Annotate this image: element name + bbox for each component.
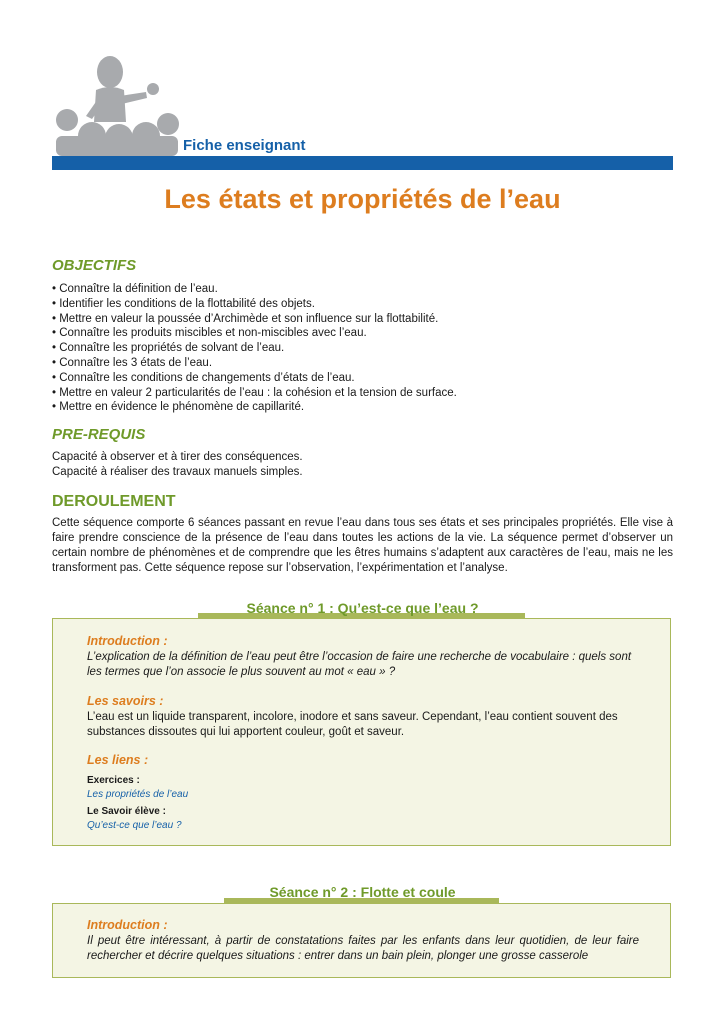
objectifs-heading: OBJECTIFS xyxy=(52,257,137,274)
deroulement-heading: DEROULEMENT xyxy=(52,493,176,510)
header-bar xyxy=(52,156,673,170)
savoir-eleve-label: Le Savoir élève : xyxy=(87,806,166,817)
list-item: • Mettre en valeur la poussée d’Archimède et son influence sur la flottabilité. xyxy=(52,312,439,325)
seance-2-box xyxy=(52,903,671,978)
list-item: • Connaître les produits miscibles et non-miscibles avec l’eau. xyxy=(52,327,367,340)
document-type-label: Fiche enseignant xyxy=(183,137,306,154)
liens-heading: Les liens : xyxy=(87,753,149,767)
list-item: • Connaître la définition de l’eau. xyxy=(52,283,218,295)
teacher-with-students-icon xyxy=(52,52,182,156)
deroulement-text: Cette séquence comporte 6 séances passant en revue l’eau dans tous ses états et ses principales propriétés. Elle vise à faire prendre conscience de la présence de l’eau dans toutes les actions de la vie. La séquence permet d’observer un certain nombre de phénomènes et de comprendre que les êtres humains s’adaptent aux caractères de l’eau, mais ne les transforment pas. Cette séquence repose sur l’observation, l’expérimentation et l’analyse. xyxy=(52,517,673,574)
seance-2-title: Séance n° 2 : Flotte et coule xyxy=(269,884,456,900)
prerequis-heading: PRE-REQUIS xyxy=(52,426,146,443)
prerequis-line: Capacité à observer et à tirer des conséquences. xyxy=(52,451,303,463)
list-item: • Mettre en évidence le phénomène de capillarité. xyxy=(52,401,305,414)
list-item: • Identifier les conditions de la flottabilité des objets. xyxy=(52,297,315,310)
page-title: Les états et propriétés de l’eau xyxy=(164,184,561,214)
savoir-eleve-link[interactable]: Qu’est-ce que l’eau ? xyxy=(87,820,182,831)
intro-heading: Introduction : xyxy=(87,918,168,932)
intro-text: Il peut être intéressant, à partir de constatations faites par les enfants dans leur quotidien, de leur faire rechercher et décrire quelques situations : entrer dans un bain plein, plonger une grosse casserole xyxy=(87,935,639,962)
seance-1-box xyxy=(52,618,671,846)
objectifs-list xyxy=(52,282,457,415)
list-item: • Connaître les 3 états de l’eau. xyxy=(52,356,213,369)
savoirs-text: L’eau est un liquide transparent, incolore, inodore et sans saveur. Cependant, l’eau contient souvent des substances dissoutes qui lui apportent couleur, goût et saveur. xyxy=(87,711,618,738)
seance-1-title: Séance n° 1 : Qu’est-ce que l’eau ? xyxy=(246,600,479,616)
intro-text: L’explication de la définition de l’eau peut être l’occasion de faire une recherche de vocabulaire : quels sont les termes que l’on associe le plus souvent au mot « eau » ? xyxy=(87,651,632,678)
exercices-link[interactable]: Les propriétés de l’eau xyxy=(87,789,189,800)
list-item: • Mettre en valeur 2 particularités de l’eau : la cohésion et la tension de surface. xyxy=(52,386,457,399)
savoirs-heading: Les savoirs : xyxy=(87,694,164,708)
intro-heading: Introduction : xyxy=(87,634,168,648)
list-item: • Connaître les propriétés de solvant de l’eau. xyxy=(52,342,285,355)
prerequis-line: Capacité à réaliser des travaux manuels simples. xyxy=(52,466,303,478)
exercices-label: Exercices : xyxy=(87,775,140,786)
list-item: • Connaître les conditions de changements d’états de l’eau. xyxy=(52,371,355,384)
